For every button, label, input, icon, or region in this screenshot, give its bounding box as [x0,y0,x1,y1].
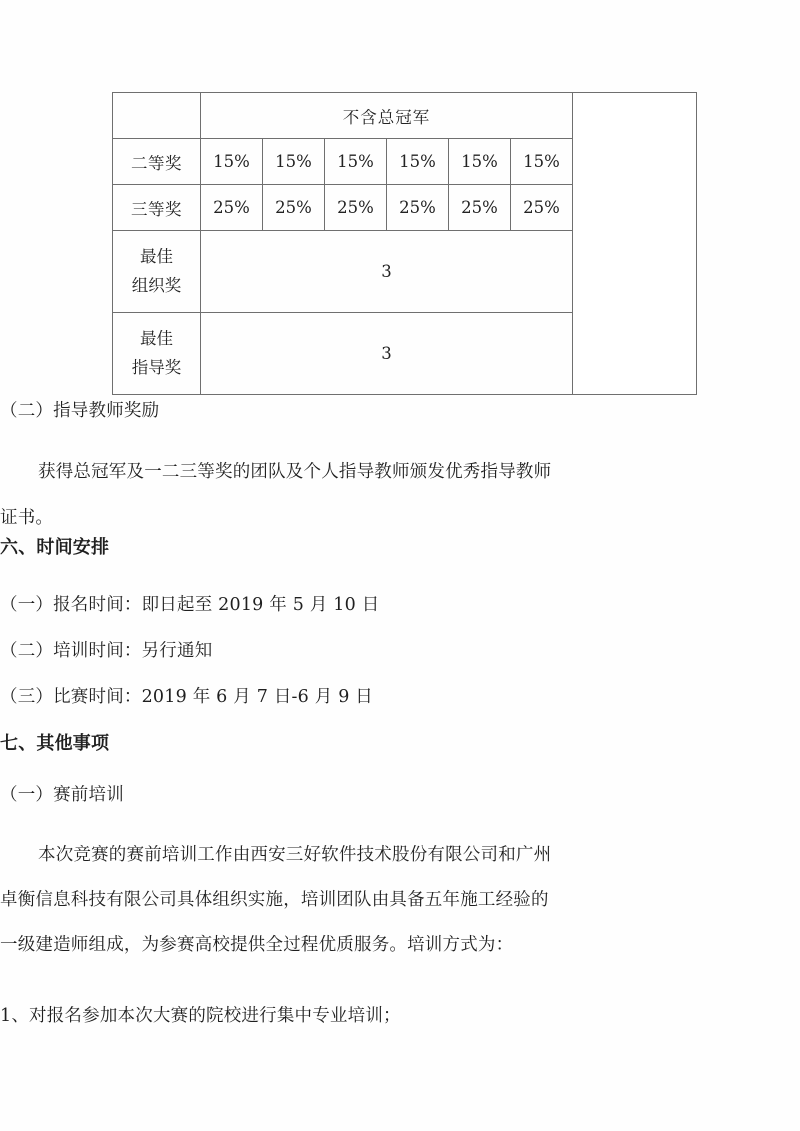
table-cell-value: 15% [387,139,449,185]
teacher-award-subheading: （二）指导教师奖励 [0,401,160,421]
training-list-item: 1、对报名参加本次大赛的院校进行集中专业培训； [0,1006,401,1026]
table-cell-value: 15% [201,139,263,185]
training-paragraph-block [0,833,566,968]
schedule-item-3-block [0,689,566,707]
teacher-award-paragraph-block [0,449,566,541]
other-subheading: （一）赛前培训 [0,785,124,805]
table-cell-value: 3 [201,313,573,395]
table-cell-value: 25% [387,185,449,231]
table-cell-blank-column [573,93,697,395]
teacher-award-paragraph: 获得总冠军及一二三等奖的团队及个人指导教师颁发优秀指导教师证书。 [0,462,552,528]
teacher-award-subheading-block [0,403,566,421]
table-cell-label-line2: 指导奖 [131,357,182,377]
table-cell-value: 15% [449,139,511,185]
table-cell-value: 25% [511,185,573,231]
schedule-item: （三）比赛时间：2019 年 6 月 7 日-6 月 9 日 [0,687,373,707]
schedule-item-2-block [0,643,566,661]
table-cell-label: 三等奖 [113,185,201,231]
table-cell-value: 15% [325,139,387,185]
schedule-item: （二）培训时间：另行通知 [0,641,213,661]
table-cell-label-line1: 最佳 [140,328,173,348]
training-list-item-1-block [0,1008,566,1026]
schedule-item: （一）报名时间：即日起至 2019 年 5 月 10 日 [0,595,380,615]
section-heading-schedule: 六、时间安排 [0,537,110,558]
table-cell-label [113,231,201,313]
table-cell-label [113,313,201,395]
table-cell-value: 3 [201,231,573,313]
table-cell-header-label [113,93,201,139]
table-cell-value: 25% [449,185,511,231]
award-distribution-table [112,92,697,395]
table-cell-label-line2: 组织奖 [131,275,182,295]
table-cell-label: 二等奖 [113,139,201,185]
table-row-header [113,93,697,139]
table-cell-value: 15% [263,139,325,185]
table-cell-header-title: 不含总冠军 [201,93,573,139]
table-cell-value: 15% [511,139,573,185]
section-heading-other: 七、其他事项 [0,733,110,754]
table-cell-value: 25% [325,185,387,231]
schedule-item-1-block [0,597,566,615]
training-paragraph: 本次竞赛的赛前培训工作由西安三好软件技术股份有限公司和广州卓衡信息科技有限公司具体组织实施，培训团队由具备五年施工经验的一级建造师组成，为参赛高校提供全过程优质服务。培训方式为： [0,845,552,955]
other-heading-block [0,735,566,753]
table-cell-label-line1: 最佳 [140,246,173,266]
other-subheading-block [0,787,566,805]
table-cell-value: 25% [201,185,263,231]
schedule-heading-block [0,539,566,557]
table-cell-value: 25% [263,185,325,231]
